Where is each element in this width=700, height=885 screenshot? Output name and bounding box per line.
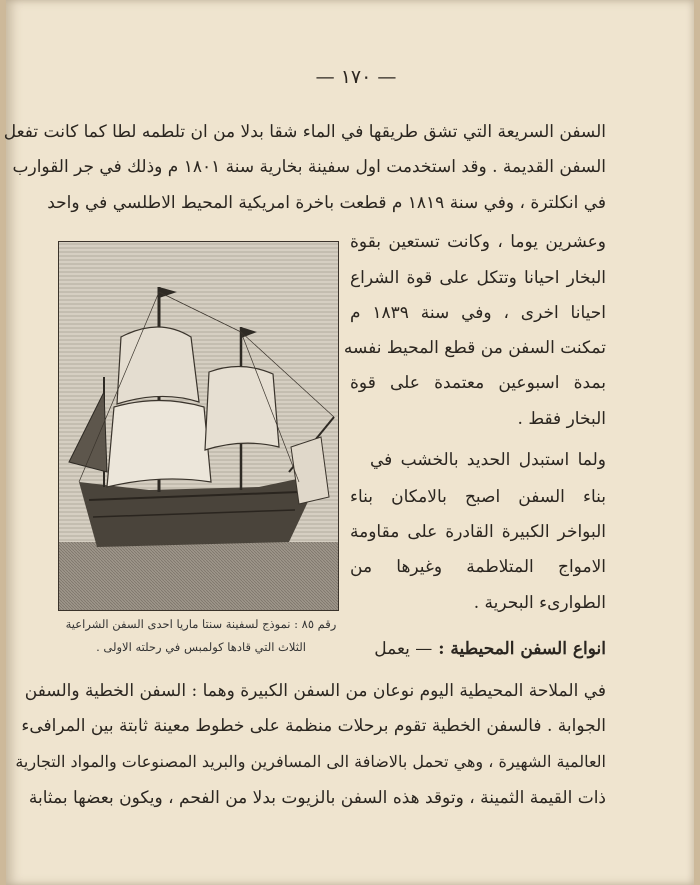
text-line: وعشرين يوما ، وكانت تستعين بقوة <box>350 232 606 252</box>
ship-illustration <box>58 241 339 611</box>
text-line: الامواج المتلاطمة وغيرها من <box>350 557 606 577</box>
figure-caption-line-1: رقم ٨٥ : نموذج لسفينة سنتا ماريا احدى السفن الشراعية <box>65 617 337 631</box>
text-line: السفن السريعة التي تشق طريقها في الماء شقا بدلا من ان تلطمه لطا كما كانت تفعل <box>3 122 606 142</box>
text-line: في الملاحة المحيطية اليوم نوعان من السفن الكبيرة وهما : السفن الخطية والسفن <box>24 681 606 701</box>
text-line: السفن القديمة . وقد استخدمت اول سفينة بخارية سنة ١٨٠١ م وذلك في جر القوارب <box>12 157 606 177</box>
heading-title: انواع السفن المحيطية : <box>438 639 606 659</box>
text-line: البخار فقط . <box>517 409 606 429</box>
text-line: بناء السفن اصبح بالامكان بناء <box>350 487 606 507</box>
text-line: البواخر الكبيرة القادرة على مقاومة <box>350 522 606 542</box>
text-line: احيانا اخرى ، وفي سنة ١٨٣٩ م <box>350 303 606 323</box>
text-line: العالمية الشهيرة ، وهي تحمل بالاضافة الى المسافرين والبريد المصنوعات والمواد التجارية <box>15 752 606 771</box>
text-line: تمكنت السفن من قطع المحيط نفسه <box>343 338 606 358</box>
text-line: ولما استبدل الحديد بالخشب في <box>370 450 606 470</box>
section-heading <box>356 639 606 659</box>
figure-caption-line-2: الثلاث التي قادها كولمبس في رحلته الاولى . <box>96 640 306 654</box>
text-line: في انكلترة ، وفي سنة ١٨١٩ م قطعت باخرة امريكية المحيط الاطلسي في واحد <box>47 193 606 213</box>
text-line: الجوابة . فالسفن الخطية تقوم برحلات منظمة على خطوط معينة ثابتة بين المرافىء <box>21 716 606 736</box>
book-page <box>3 0 694 885</box>
heading-continuation: — يعمل <box>374 639 433 659</box>
text-line: ذات القيمة الثمينة ، وتوقد هذه السفن بالزيوت بدلا من الفحم ، ويكون بعضها بمثابة <box>28 788 606 808</box>
page-number: — ١٧٠ — <box>315 66 397 88</box>
text-line: بمدة اسبوعين معتمدة على قوة <box>350 373 606 393</box>
santa-maria-ship-engraving <box>59 242 338 610</box>
text-line: الطوارىء البحرية . <box>473 593 606 613</box>
text-line: البخار احيانا وتتكل على قوة الشراع <box>350 268 606 288</box>
